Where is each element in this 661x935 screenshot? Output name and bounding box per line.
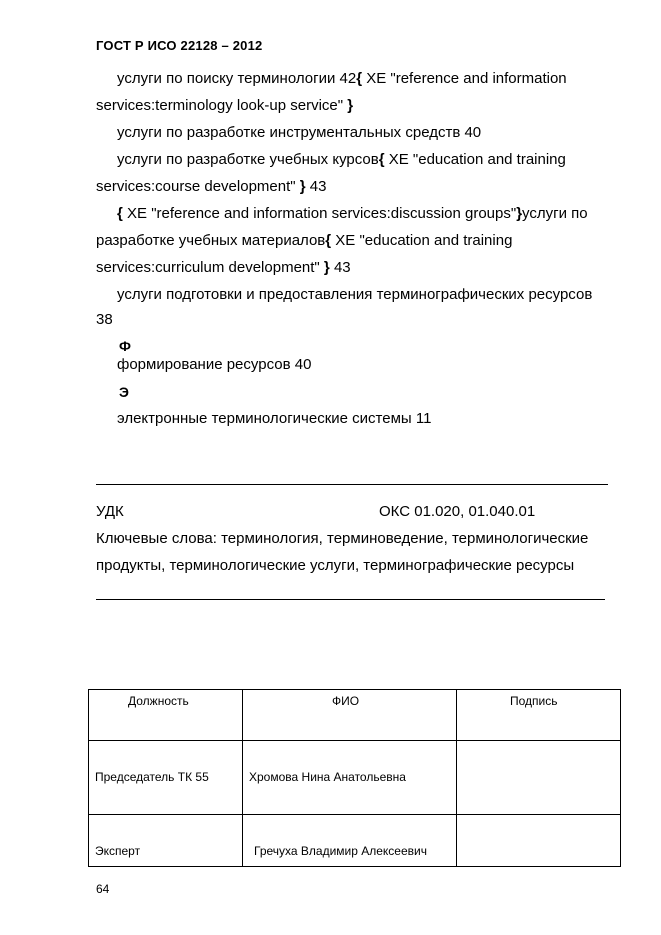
index-field-code: XE "reference and information services:discussion groups" xyxy=(127,205,517,222)
column-header-name: ФИО xyxy=(332,694,360,708)
table-row xyxy=(89,815,621,867)
index-field-code: XE "education and training xyxy=(388,151,566,168)
index-entry: электронные терминологические системы 11 xyxy=(117,410,432,427)
index-entry: формирование ресурсов 40 xyxy=(117,356,312,373)
udk-label: УДК xyxy=(96,503,124,520)
field-brace-open: { xyxy=(378,151,385,168)
index-text: услуги по разработке учебных курсов xyxy=(117,151,379,168)
index-entry xyxy=(96,178,326,196)
index-field-code: services:curriculum development" xyxy=(96,259,320,276)
index-field-code: services:terminology look-up service" xyxy=(96,97,344,114)
section-letter: Э xyxy=(119,384,129,400)
index-page: 43 xyxy=(333,259,351,276)
row-position: Председатель ТК 55 xyxy=(95,770,209,784)
oks-code: ОКС 01.020, 01.040.01 xyxy=(379,503,536,520)
document-header: ГОСТ Р ИСО 22128 – 2012 xyxy=(96,38,263,53)
signature-cell xyxy=(457,741,620,814)
index-entry: услуги подготовки и предоставления терминографических ресурсов xyxy=(117,286,593,303)
signature-table xyxy=(88,689,621,867)
field-brace-open: { xyxy=(117,205,123,222)
index-page: 38 xyxy=(96,311,113,328)
column-header-position: Должность xyxy=(128,694,189,708)
index-field-code: XE "education and training xyxy=(335,232,513,249)
separator-line xyxy=(96,599,605,600)
index-page: 43 xyxy=(309,178,327,195)
field-brace-close: } xyxy=(516,205,523,222)
index-text: услуги по xyxy=(522,205,588,222)
keywords-line: Ключевые слова: терминология, терминоведение, терминологические xyxy=(96,530,589,547)
index-entry xyxy=(96,97,353,115)
field-brace-close: } xyxy=(323,259,330,276)
field-brace-close: } xyxy=(299,178,306,195)
index-entry xyxy=(117,151,566,169)
index-entry xyxy=(117,205,588,223)
signature-cell xyxy=(457,815,620,866)
row-name: Гречуха Владимир Алексеевич xyxy=(254,844,427,858)
row-name: Хромова Нина Анатольевна xyxy=(249,770,406,784)
index-text: разработке учебных материалов xyxy=(96,232,326,249)
field-brace-open: { xyxy=(325,232,332,249)
table-row xyxy=(89,741,621,815)
keywords-line: продукты, терминологические услуги, терминографические ресурсы xyxy=(96,557,575,574)
field-brace-close: } xyxy=(347,97,354,114)
page-number: 64 xyxy=(96,882,110,896)
column-header-signature: Подпись xyxy=(510,694,558,708)
index-entry xyxy=(96,259,351,277)
index-text: услуги по поиску терминологии 42 xyxy=(117,70,357,87)
row-position: Эксперт xyxy=(95,844,141,858)
index-field-code: services:course development" xyxy=(96,178,296,195)
index-entry xyxy=(96,232,512,250)
index-entry: услуги по разработке инструментальных средств 40 xyxy=(117,124,482,141)
index-entry xyxy=(117,70,567,88)
separator-line xyxy=(96,484,608,485)
table-header-row xyxy=(89,690,621,741)
index-field-code: XE "reference and information xyxy=(366,70,567,87)
section-letter: Ф xyxy=(119,338,131,354)
field-brace-open: { xyxy=(356,70,363,87)
